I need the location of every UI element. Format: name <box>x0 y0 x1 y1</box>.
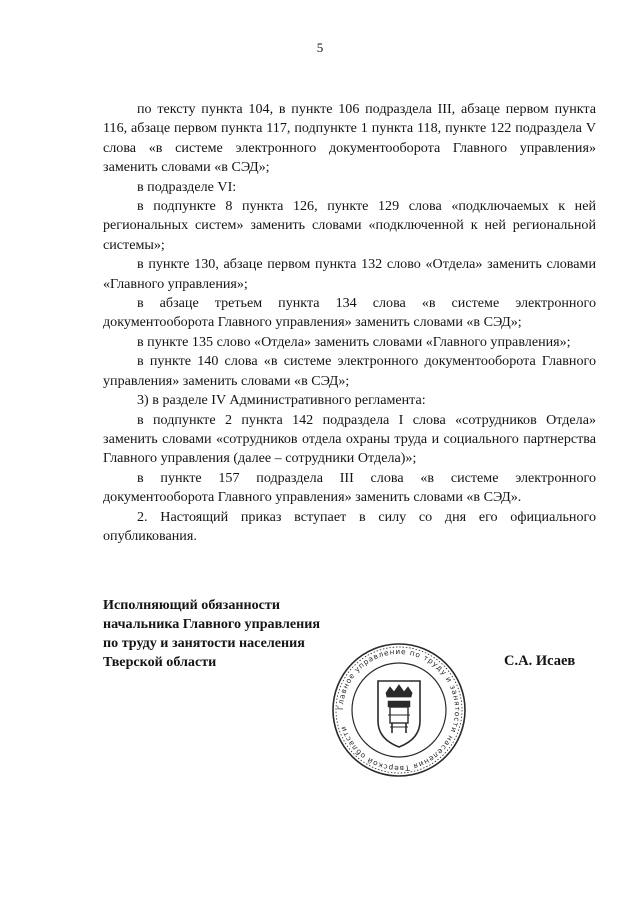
paragraph-5: в абзаце третьем пункта 134 слова «в системе электронного документооборота Главного управления» заменить словами «в СЭД»; <box>103 295 596 331</box>
signature-block <box>103 596 320 672</box>
paragraph-3: в подпункте 8 пункта 126, пункте 129 слова «подключаемых к ней региональных систем» заменить словами «подключенной к ней региональной системы»; <box>103 198 596 253</box>
svg-text:Главное управление по труду и <box>336 647 462 773</box>
page-number: 5 <box>316 40 324 55</box>
paragraph-9: в подпункте 2 пункта 142 подраздела I слова «сотрудников Отдела» заменить словами «сотрудников отдела охраны труда и социального партнерства Главного управления (далее – сотрудники Отдела)»; <box>103 411 596 467</box>
signatory-title-line-4: Тверской области <box>103 654 217 670</box>
signatory-title-line-3: по труду и занятости населения <box>103 635 305 651</box>
paragraph-2: в подразделе VI: <box>137 178 237 195</box>
paragraph-4: в пункте 130, абзаце первом пункта 132 слово «Отдела» заменить словами «Главного управления»; <box>103 256 596 292</box>
paragraph-8: 3) в разделе IV Административного регламента: <box>137 392 426 409</box>
signatory-title-line-1: Исполняющий обязанности <box>103 597 280 613</box>
signatory-name: С.А. Исаев <box>504 653 576 669</box>
paragraph-6: в пункте 135 слово «Отдела» заменить словами «Главного управления»; <box>137 333 571 350</box>
signatory-title-line-2: начальника Главного управления <box>103 616 321 632</box>
document-body <box>103 100 596 546</box>
paragraph-11: 2. Настоящий приказ вступает в силу со дня его официального опубликования. <box>103 508 596 544</box>
seal-ring-text: Главное управление по труду и занятости населения Тверской области <box>335 646 463 774</box>
tver-coat-of-arms-icon <box>378 681 420 747</box>
official-seal <box>330 641 468 779</box>
paragraph-10: в пункте 157 подраздела III слова «в системе электронного документооборота Главного управления» заменить словами «в СЭД». <box>103 469 596 506</box>
paragraph-7: в пункте 140 слова «в системе электронного документооборота Главного управления» заменить словами «в СЭД»; <box>103 353 596 389</box>
paragraph-1: по тексту пункта 104, в пункте 106 подраздела III, абзаце первом пункта 116, абзаце первом пункта 117, подпункте 1 пункта 118, пункте 122 подраздела V слова «в системе электронного документооборота Главного управления» заменить словами «в СЭД»; <box>103 101 596 176</box>
